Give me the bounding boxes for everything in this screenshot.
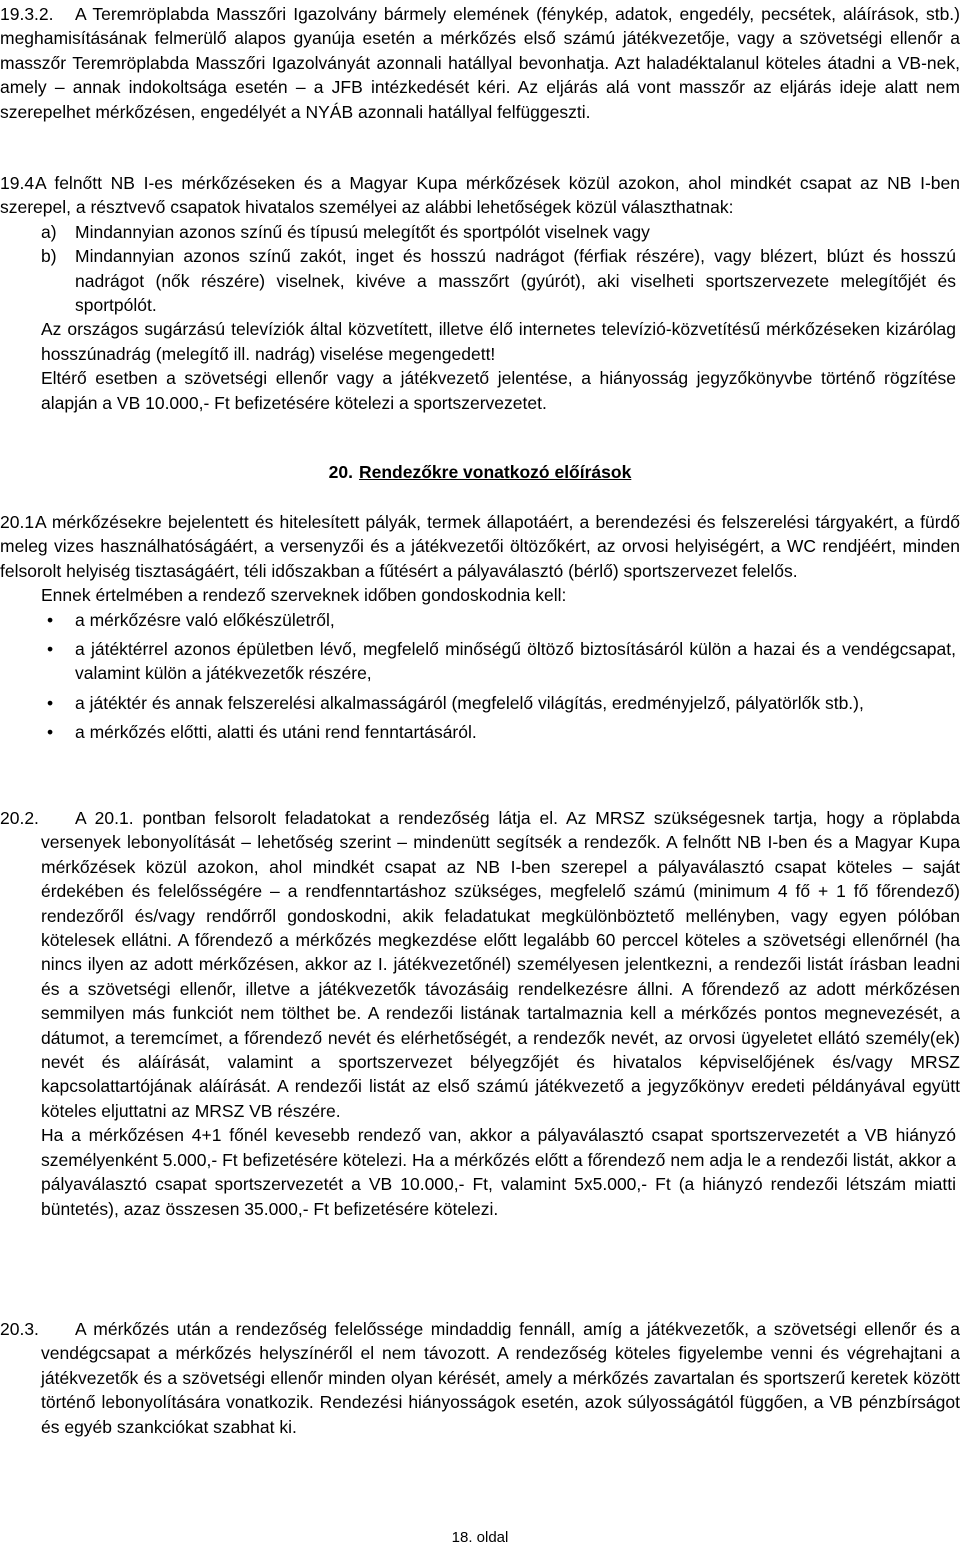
chapter-heading — [0, 460, 960, 484]
penalty-rule: Eltérő esetben a szövetségi ellenőr vagy a játékvezető jelentése, a hiányosság jegyzőkönyvbe történő rögzítése alapján a VB 10.000,- Ft befizetésére kötelezi a sportszervezetet. — [41, 368, 956, 413]
option-item — [0, 244, 960, 317]
section-number: 20.2. — [0, 808, 39, 828]
option-item — [0, 220, 960, 244]
list-item: • a játéktér és annak felszerelési alkalmasságáról (megfelelő világítás, eredményjelző, pályatörlők stb.), — [0, 691, 960, 715]
section-number: 20.3. — [0, 1319, 39, 1339]
option-label: b) — [41, 246, 57, 267]
list-item: • a mérkőzés előtti, alatti és utáni rend fenntartásáról. — [0, 720, 960, 744]
section-text: A Teremröplabda Masszőri Igazolvány bármely elemének (fénykép, adatok, engedély, pecsétek, aláírások, stb.) meghamisításának felmerülő alapos gyanúja esetén a mérkőzés első számú játékvezetője, vagy a szövetségi ellenőr a masszőr Teremröplabda Masszőri Igazolványát azonnali hatállyal bevonhatja. Azt haladéktalanul köteles átadni a VB-nek, amely – annak indokoltsága esetén – a JFB intézkedését kéri. Az eljárás alá vont masszőr az eljárás ideje alatt nem szerepelhet mérkőzésen, engedélyét a NYÁB azonnali hatállyal felfüggeszti. — [0, 4, 960, 122]
section-lead: Ennek értelmében a rendező szerveknek időben gondoskodnia kell: — [41, 585, 567, 606]
section-intro: A felnőtt NB I-es mérkőzéseken és a Magyar Kupa mérkőzések közül azokon, ahol mindkét csapat az NB I-ben szerepel, a résztvevő csapatok hivatalos személyei az alábbi lehetőségek közül választhatnak: — [0, 173, 960, 218]
chapter-title: Rendezőkre vonatkozó előírások — [359, 462, 632, 482]
list-item: • a mérkőzésre való előkészületről, — [0, 608, 960, 632]
option-text: Mindannyian azonos színű és típusú melegítőt és sportpólót viselnek vagy — [75, 221, 650, 242]
section-text: A mérkőzésekre bejelentett és hitelesített pályák, termek állapotáért, a berendezési és felszerelési tárgyakért, a fürdő meleg vizes használhatóságáért, a versenyzői és a játékvezetői öltözőkért, az orvosi helyiségért, a WC rendjéért, minden felsorolt helyiség tisztaságáért, téli időszakban a fűtésért a pályaválasztó (bérlő) sportszervezet felelős. — [0, 512, 960, 581]
section-19-3-2 — [0, 2, 960, 124]
page-number: 18. oldal — [451, 1529, 509, 1546]
section-20-3 — [0, 1317, 960, 1439]
broadcast-rule: Az országos sugárzású televíziók által közvetített, illetve élő internetes televízió-közvetítésű mérkőzéseken kizárólag hosszúnadrág (melegítő ill. nadrág) viselése megengedett! — [41, 319, 956, 364]
section-number: 20.1. — [0, 512, 39, 532]
section-19-4 — [0, 171, 960, 415]
list-item: • a játéktérrel azonos épületben lévő, megfelelő minőségű öltöző biztosításáról külön a hazai és a vendégcsapat, valamint külön a játékvezetők részére, — [47, 639, 956, 684]
section-text-2: Ha a mérkőzésen 4+1 főnél kevesebb rendező van, akkor a pályaválasztó csapat sportszervezetét a VB hiányzó személyenként 5.000,- Ft befizetésére kötelezi. Ha a mérkőzés előtt a főrendező nem adja le a rendezői listát, akkor a pályaválasztó csapat sportszervezetét a VB 10.000,- Ft, valamint 5x5.000,- Ft (a hiányzó rendezői létszám miatti büntetés), azaz összesen 35.000,- Ft befizetésére kötelezi. — [41, 1125, 956, 1219]
section-number: 19.3.2. — [0, 4, 54, 24]
section-number: 19.4. — [0, 173, 39, 193]
chapter-number: 20. — [328, 462, 353, 482]
section-20-1 — [0, 510, 960, 750]
section-20-2 — [0, 806, 960, 1221]
option-text: Mindannyian azonos színű zakót, inget és hosszú nadrágot (férfiak részére), vagy blézert, blúzt és hosszú nadrágot (nők részére) viselnek, kivéve a masszőrt (gyúrót), aki viselheti sportszervezete melegítőjét és sportpólót. — [75, 246, 956, 316]
section-text: A mérkőzés után a rendezőség felelőssége mindaddig fennáll, amíg a játékvezetők, a szövetségi ellenőr és a vendégcsapat a mérkőzés helyszínéről el nem távozott. A rendezőség köteles figyelembe venni és végrehajtani a játékvezetők és a szövetségi ellenőr minden olyan kérését, amely a mérkőzés zavartalan és sportszerű keretek között történő lebonyolítására vonatkozik. Rendezési hiányosságok esetén, azok súlyosságától függően, a VB pénzbírságot és egyéb szankciókat szabhat ki. — [41, 1319, 960, 1437]
bullet-icon: • — [47, 692, 54, 713]
duty-list — [0, 608, 960, 745]
bullet-icon: • — [47, 722, 54, 743]
section-text: A 20.1. pontban felsorolt feladatokat a rendezőség látja el. Az MRSZ szükségesnek tartja, hogy a röplabda versenyek lebonyolítását – lehetőség szerint – mindenütt segítsék a rendezők. A felnőtt NB I-ben és a Magyar Kupa mérkőzések közül azokon, ahol mindkét csapat az NB I-ben szerepel a pályaválasztó csapat köteles – saját érdekében és felelősségére – a rendfenntartáshoz szükséges, megfelelő számú (minimum 4 fő + 1 fő főrendező) rendezőről és/vagy rendőrről gondoskodni, akik feladatukat megkülönböztető mellényben, vagy egyen pólóban kötelesek ellátni. A főrendező a mérkőzés megkezdése előtt legalább 60 perccel köteles a szövetségi ellenőrnél (ha nincs ilyen az adott mérkőzésen, akkor az I. játékvezetőnél) személyesen jelentkezni, a rendezői listát írásban leadni és a szövetségi ellenőr, illetve a játékvezetők távozásáig rendelkezésre állni. A főrendező az adott mérkőzésen semmilyen más funkciót nem tölthet be. A rendezői listának tartalmaznia kell a mérkőzés pontos megnevezését, a dátumot, a teremcímet, a főrendező nevét és elérhetőségét, a rendezők nevét, az orvosi ügyeletet ellátó személy(ek) nevét és aláírását, valamint a sportszervezet bélyegzőjét és hivatalos képviselőjének és/vagy MRSZ kapcsolattartójának aláírását. A rendezői listát az első számú játékvezető a jegyzőkönyv eredeti példányával együtt köteles eljuttatni az MRSZ VB részére. — [41, 808, 960, 1121]
bullet-icon: • — [47, 639, 54, 660]
bullet-icon: • — [47, 609, 54, 630]
option-label: a) — [41, 221, 57, 242]
